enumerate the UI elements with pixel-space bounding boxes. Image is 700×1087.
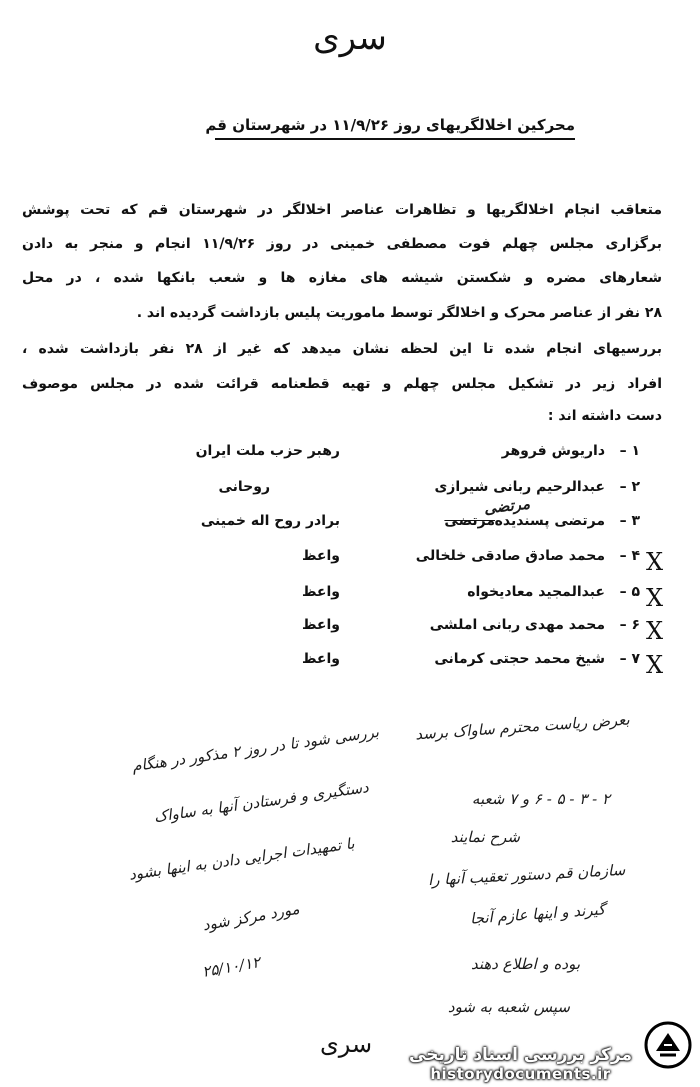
list-item (0, 617, 700, 645)
item-number: ۱ – (619, 443, 640, 459)
list-item (0, 651, 700, 679)
body-line: دست داشته اند : (547, 408, 662, 424)
person-role: واعظ (301, 651, 340, 667)
handwritten-line: شرح نمایند (450, 828, 520, 846)
handwritten-correction: مرتضی (483, 494, 531, 518)
person-role: رهبر حزب ملت ایران (195, 443, 340, 459)
handwritten-line: سازمان قم دستور تعقیب آنها را (427, 860, 626, 890)
subject-underline (215, 138, 575, 140)
list-item (0, 494, 700, 537)
body-line: شعارهای مضره و شکستن شیشه های مغازه ها و شعب بانکها شده ، در محل (22, 270, 662, 286)
item-number: ۴ – (619, 548, 640, 564)
list-item (0, 548, 700, 576)
person-name: عبدالرحیم ربانی شیرازی (434, 479, 605, 495)
handwritten-line: بوده و اطلاع دهند (470, 955, 580, 973)
x-mark-icon: X (646, 548, 664, 576)
handwritten-line: بررسی شود تا در روز ۲ مذکور در هنگام (131, 722, 381, 776)
person-role: برادر روح اله خمینی (200, 513, 340, 529)
document-subject: محرکین اخلالگریهای روز ۱۱/۹/۲۶ در شهرستان قم (205, 116, 575, 134)
handwritten-date: ۲۵/۱۰/۱۲ (200, 953, 262, 981)
item-number: ۲ – (619, 479, 640, 495)
classification-header: سری (313, 18, 387, 58)
person-name: شیخ محمد حجتی کرمانی (434, 651, 605, 667)
body-line: بررسیهای انجام شده تا این لحظه نشان میدهد که غیر از ۲۸ نفر بازداشت شده ، (22, 341, 662, 357)
watermark (409, 1045, 632, 1083)
handwritten-line: با تمهیدات اجرایی دادن به اینها بشود (127, 834, 356, 884)
list-item (0, 479, 700, 503)
person-role: واعظ (301, 617, 340, 633)
archive-logo-svg (644, 1021, 692, 1069)
x-mark-icon: X (646, 584, 664, 612)
person-role: واعظ (301, 584, 340, 600)
x-mark-icon: X (646, 617, 664, 645)
x-mark-icon: X (646, 651, 664, 679)
handwritten-line: مورد مرکز شود (201, 899, 301, 935)
body-line: برگزاری مجلس چهلم فوت مصطفی خمینی در روز ۱۱/۹/۲۶ انجام و منجر به دادن (22, 236, 663, 252)
handwritten-line: گیرند و اینها عازم آنجا (469, 900, 606, 928)
watermark-url: historydocuments.ir (430, 1065, 611, 1083)
body-line: ۲۸ نفر از عناصر محرک و اخلالگر توسط ماموریت پلیس بازداشت گردیده اند . (136, 305, 662, 321)
person-name: داریوش فروهر (501, 443, 605, 459)
handwritten-line: بعرض ریاست محترم ساواک برسد (414, 710, 631, 744)
handwritten-line: دستگیری و فرستادن آنها به ساواک (153, 778, 371, 826)
list-item (0, 443, 700, 467)
person-name: مرتضی پسندیده (494, 513, 605, 529)
handwritten-line: ۲ - ۳ - ۵ - ۶ و ۷ شعبه (471, 790, 610, 808)
person-role: روحانی (218, 479, 270, 495)
item-number: ۳ – (619, 513, 640, 529)
watermark-title: مرکز بررسی اسناد تاریخی (409, 1045, 632, 1065)
person-name: محمد صادق صادقی خلخالی (415, 548, 605, 564)
person-name: عبدالمجید معادیخواه (467, 584, 605, 600)
item-number: ۵ – (619, 584, 640, 600)
struck-name: مرتضی (444, 513, 495, 529)
body-line: افراد زیر در تشکیل مجلس چهلم و تهیه قطعنامه قرائت شده در مجلس موصوف (22, 376, 662, 392)
archive-logo-icon (644, 1021, 692, 1069)
person-name: محمد مهدی ربانی املشی (429, 617, 605, 633)
item-number: ۷ – (619, 651, 640, 667)
classification-footer: سری (320, 1030, 373, 1058)
body-line: متعاقب انجام اخلالگریها و تظاهرات عناصر اخلالگر در شهرستان قم که تحت پوشش (22, 202, 662, 218)
person-role: واعظ (301, 548, 340, 564)
item-number: ۶ – (619, 617, 640, 633)
handwritten-line: سپس شعبه به شود (447, 998, 570, 1016)
list-item (0, 584, 700, 612)
